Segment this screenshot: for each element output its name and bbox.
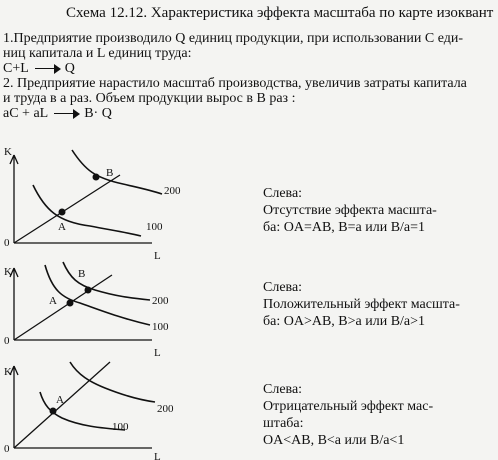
point-a [59, 209, 66, 216]
point-a-label: A [56, 394, 64, 406]
isoquant-200-label: 200 [157, 403, 174, 415]
isoquant-100-label: 100 [146, 221, 163, 233]
paragraph-1-line-2: ниц капитала и L единиц труда: [3, 46, 192, 61]
graph-3-desc-line: Отрицательный эффект мас- [263, 399, 434, 414]
graph-2-description [263, 279, 460, 330]
axis-label-origin: 0 [4, 237, 10, 249]
axis-label-origin: 0 [4, 443, 10, 455]
formula-1-left: С+L [3, 61, 29, 76]
isoquant-200 [63, 262, 150, 300]
graph-3-desc-line: штаба: [263, 416, 304, 431]
axis-label-k: K [4, 366, 12, 378]
paragraph-2-line-1: 2. Предприятие нарастило масштаб производства, увеличив затраты капитала [3, 76, 467, 91]
right-arrow-icon [54, 109, 80, 119]
isoquant-100 [33, 185, 141, 236]
isoquant-200-label: 200 [152, 295, 169, 307]
formula-2-right: B· Q [84, 106, 112, 121]
isoquant-graph-1 [0, 140, 200, 265]
ray-line [14, 175, 120, 243]
point-b-label: B [78, 268, 86, 280]
graph-2-desc-line: Положительный эффект масшта- [263, 297, 460, 312]
isoquant-graph-3 [0, 360, 200, 460]
formula-1 [3, 61, 75, 77]
axis-label-k: K [4, 266, 12, 278]
point-a [50, 408, 57, 415]
point-a [67, 300, 74, 307]
axis-label-k: K [4, 146, 12, 158]
axis-label-l: L [154, 250, 161, 262]
graph-3-desc-line: OA<AB, B<a или B/a<1 [263, 433, 405, 448]
page-title: Схема 12.12. Характеристика эффекта масштаба по карте изоквант [66, 5, 494, 21]
point-a-label: A [49, 295, 57, 307]
graph-1-desc-line: Отсутствие эффекта масшта- [263, 203, 437, 218]
point-b [85, 287, 92, 294]
graph-3-desc-line: Слева: [263, 382, 303, 397]
graph-2-desc-line: Слева: [263, 280, 303, 295]
graph-1-desc-line: ба: OA=AB, B=a или B/a=1 [263, 220, 426, 235]
isoquant-200-label: 200 [164, 185, 181, 197]
axis-label-l: L [154, 347, 161, 359]
isoquant-100-label: 100 [112, 421, 129, 433]
isoquant-100-label: 100 [152, 321, 169, 333]
formula-2 [3, 106, 112, 122]
graph-1-desc-line: Слева: [263, 186, 303, 201]
formula-2-left: aC + aL [3, 106, 49, 121]
isoquant-100 [45, 265, 150, 325]
point-b-label: B [106, 167, 114, 179]
point-a-label: A [58, 221, 66, 233]
graph-2-desc-line: ба: OA>AB, B>a или B/a>1 [263, 314, 426, 329]
isoquant-200 [72, 150, 162, 194]
graph-1-description [263, 185, 437, 236]
paragraph-1-line-1: 1.Предприятие производило Q единиц продукции, при использовании С еди- [3, 31, 464, 46]
formula-1-right: Q [64, 61, 75, 76]
graph-3-description [263, 381, 433, 449]
axis-label-origin: 0 [4, 335, 10, 347]
isoquant-200 [70, 362, 155, 402]
ray-line [14, 275, 112, 340]
isoquant-graph-2 [0, 260, 200, 365]
point-b [93, 174, 100, 181]
axis-label-l: L [154, 451, 161, 460]
right-arrow-icon [35, 64, 61, 74]
paragraph-2-line-2: и труда в а раз. Объем продукции вырос в В раз : [3, 91, 296, 106]
